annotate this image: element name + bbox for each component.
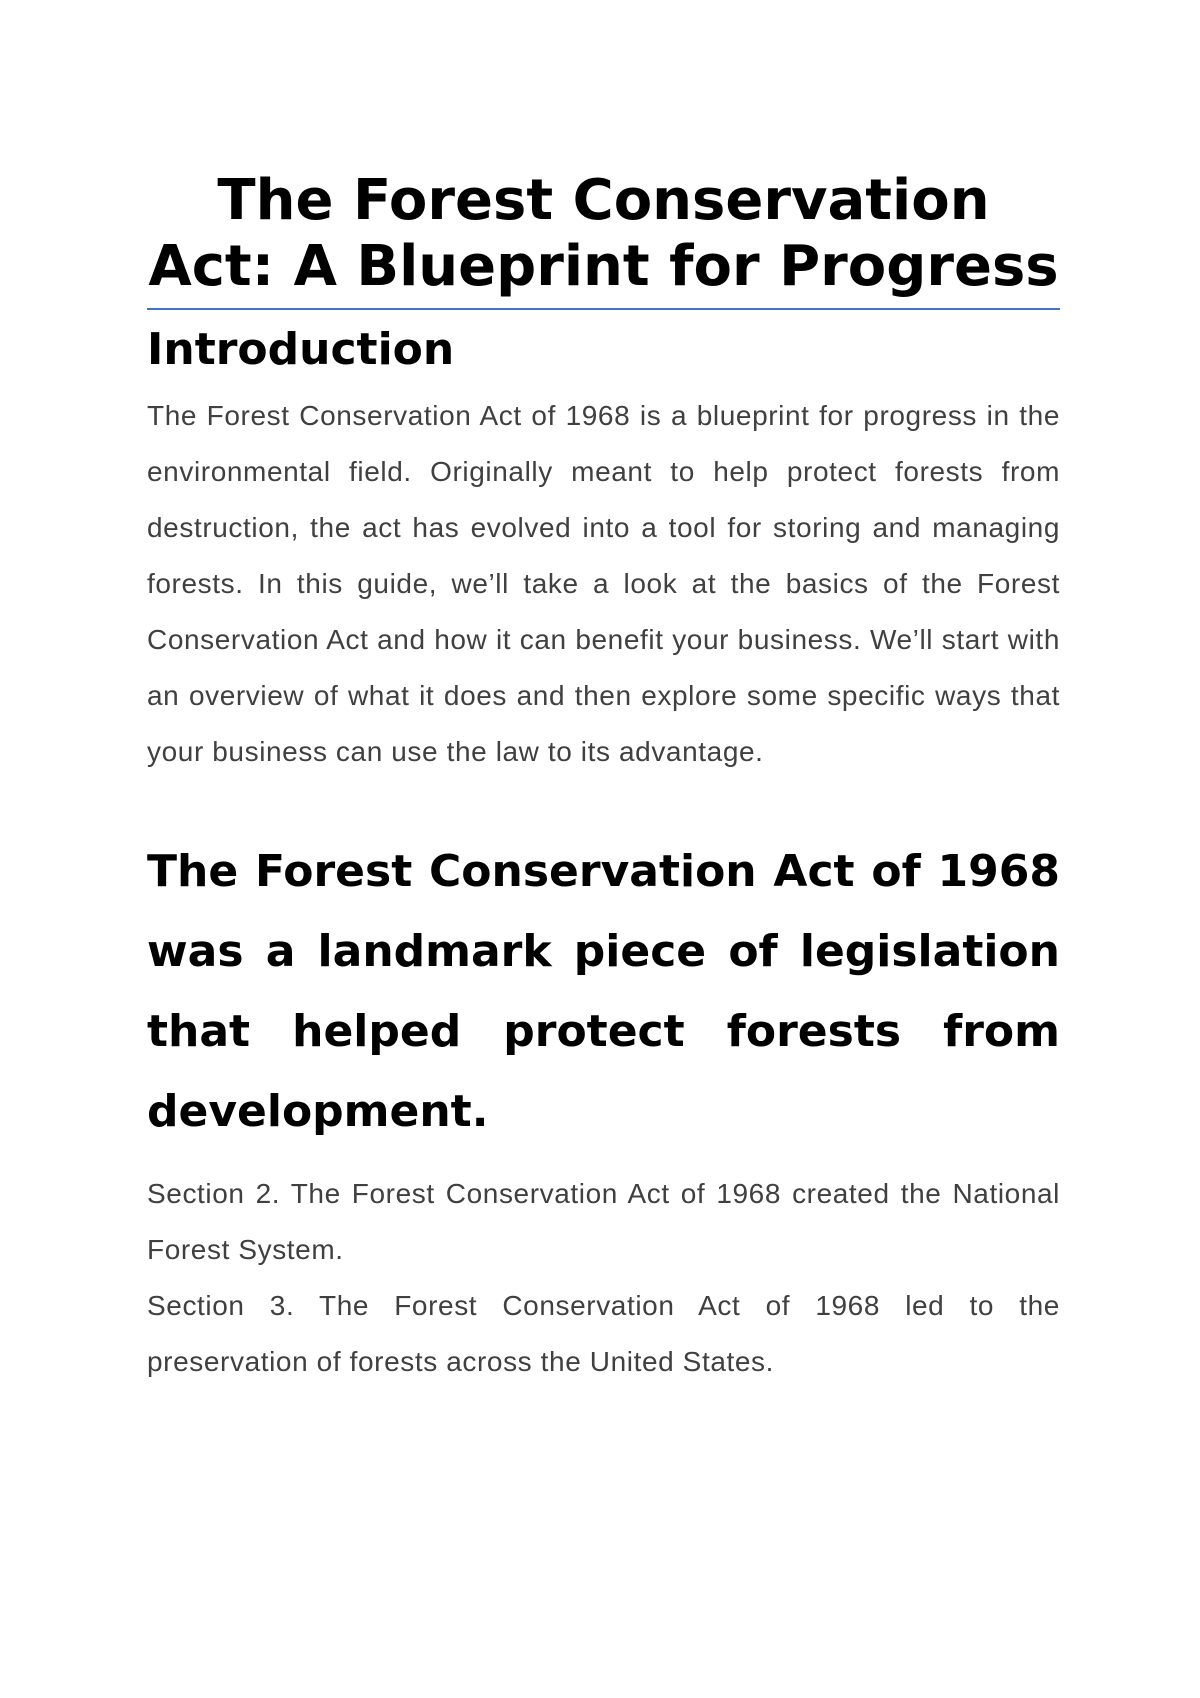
document-body (147, 168, 1060, 1390)
section-2-paragraph: Section 2. The Forest Conservation Act of 1968 created the National Forest System. (147, 1178, 1060, 1265)
section-3-paragraph: Section 3. The Forest Conservation Act of 1968 led to the preservation of forests across the United States. (147, 1290, 1060, 1377)
document-title: The Forest Conservation Act: A Blueprint for Progress (147, 168, 1060, 310)
introduction-heading: Introduction (147, 324, 455, 375)
introduction-paragraph: The Forest Conservation Act of 1968 is a blueprint for progress in the environmental field. Originally meant to help protect forests from destruction, the act has evolved into a tool for storing and managing forests. In this guide, we’ll take a look at the basics of the Forest Conservation Act and how it can benefit your business. We’ll start with an overview of what it does and then explore some specific ways that your business can use the law to its advantage. (147, 400, 1060, 767)
landmark-heading: The Forest Conservation Act of 1968 was a landmark piece of legislation that helped protect forests from development. (147, 846, 1060, 1137)
